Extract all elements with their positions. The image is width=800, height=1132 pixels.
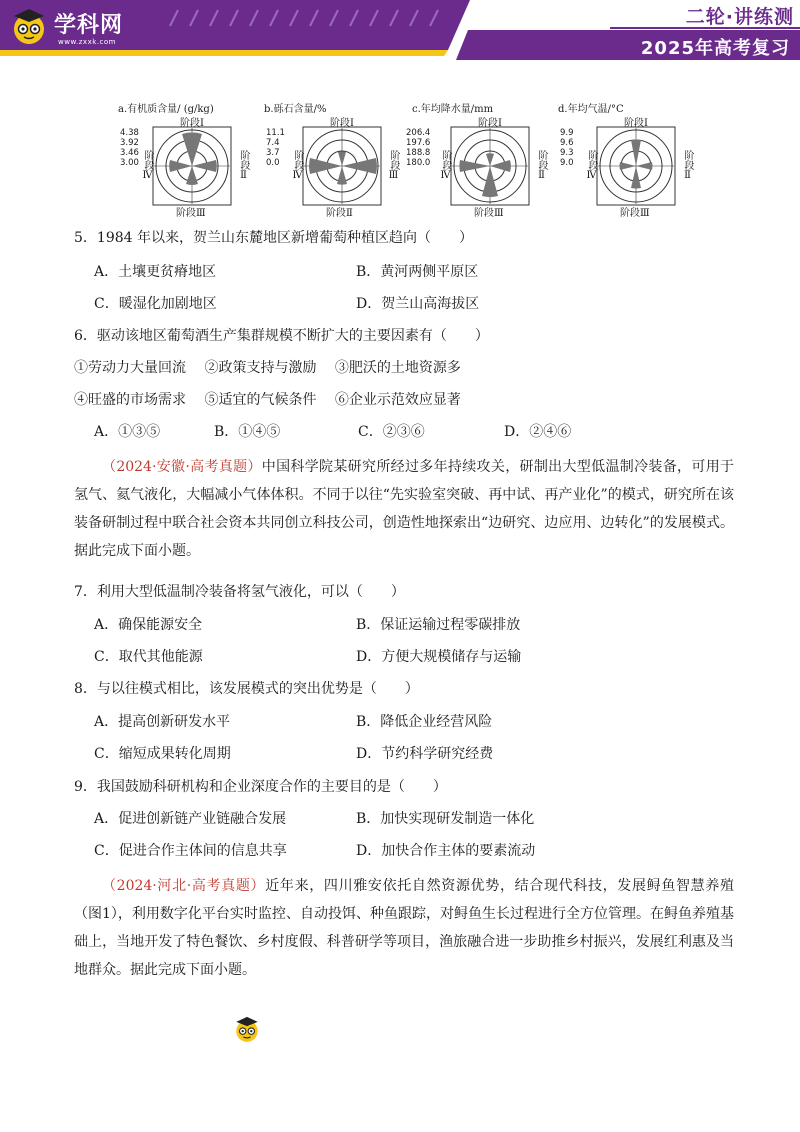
mascot-logo-icon	[8, 6, 50, 46]
q8-option-b: B．降低企业经营风险	[356, 714, 493, 730]
q6-option-b: B．①④⑤	[214, 424, 281, 440]
q7-option-b: B．保证运输过程零碳排放	[356, 617, 521, 633]
q5-option-d: D．贺兰山高海拔区	[356, 296, 480, 312]
q6-option-d: D．②④⑥	[504, 424, 572, 440]
passage-text: 中国科学院某研究所经过多年持续攻关，研制出大型低温制冷装备，可用于氢气、氦气液化，大幅减小气体体积。不同于以往“先实验室突破、再中试、再产业化”的模式，研究所在该装备研制过程中联合社会资本共同创立科技公司，创造性地探索出“边研究、边应用、边转化”的发展模式。据此完成下面小题。	[74, 459, 735, 559]
tick-labels: 11.1 7.4 3.7 0.0	[266, 128, 285, 168]
question-9-stem: 9．我国鼓励科研机构和企业深度合作的主要目的是（ ）	[74, 779, 447, 795]
figure-title: d.年均气温/°C	[558, 104, 624, 115]
tick-labels: 206.4 197.6 188.8 180.0	[406, 128, 431, 168]
q9-option-d: D．加快合作主体的要素流动	[356, 843, 536, 859]
series-title: 二轮·讲练测	[685, 6, 794, 28]
q7-option-d: D．方便大规模储存与运输	[356, 649, 522, 665]
source-tag: （2024·河北·高考真题）	[102, 878, 266, 894]
q9-option-a: A．促进创新链产业链融合发展	[94, 811, 287, 827]
tick-labels: 9.9 9.6 9.3 9.0	[560, 128, 574, 168]
q7-option-a: A．确保能源安全	[94, 617, 203, 633]
tick-labels: 4.38 3.92 3.46 3.00	[120, 128, 139, 168]
figure-panel-b: b.砾石含量/% 11.1 7.4 3.7 0.0 阶段Ⅰ 阶段Ⅲ 阶段Ⅱ 阶段Ⅳ	[256, 98, 396, 220]
passage-hebei	[74, 872, 734, 984]
figure-title: c.年均降水量/mm	[412, 104, 494, 115]
question-6-stem: 6．驱动该地区葡萄酒生产集群规模不断扩大的主要因素有（ ）	[74, 328, 489, 344]
q5-option-c: C．暖湿化加剧地区	[94, 296, 217, 312]
radial-diagram	[450, 126, 530, 206]
logo-text: 学科网	[54, 13, 124, 38]
q6-items-line-1: ①劳动力大量回流 ②政策支持与激励 ③肥沃的土地资源多	[74, 360, 461, 376]
q7-option-c: C．取代其他能源	[94, 649, 203, 665]
q6-option-c: C．②③⑥	[358, 424, 425, 440]
figure-title: b.砾石含量/%	[264, 104, 327, 115]
q5-option-b: B．黄河两侧平原区	[356, 264, 479, 280]
logo-url: www.zxxk.com	[58, 38, 116, 46]
q8-option-a: A．提高创新研发水平	[94, 714, 231, 730]
q9-option-b: B．加快实现研发制造一体化	[356, 811, 535, 827]
question-5-stem: 5．1984 年以来，贺兰山东麓地区新增葡萄种植区趋向（ ）	[74, 230, 473, 246]
header-stripes	[160, 6, 460, 28]
q8-option-c: C．缩短成果转化周期	[94, 746, 231, 762]
page-header	[0, 0, 800, 62]
figure-title: a.有机质含量/ (g/kg)	[118, 104, 214, 115]
passage-text: 近年来，四川雅安依托自然资源优势，结合现代科技，发展鲟鱼智慧养殖（图1），利用数字化平台实时监控、自动投饵、种鱼跟踪，对鲟鱼生长过程进行全方位管理。在鲟鱼养殖基础上，当地开发了特色餐饮、乡村度假、科普研学等项目，渔旅融合进一步助推乡村振兴，发展红利惠及当地群众。据此完成下面小题。	[74, 878, 735, 978]
radial-diagram	[152, 126, 232, 206]
q5-option-a: A．土壤更贫瘠地区	[94, 264, 217, 280]
q9-option-c: C．促进合作主体间的信息共享	[94, 843, 287, 859]
radial-diagram	[596, 126, 676, 206]
mascot-footer-icon	[232, 1014, 262, 1044]
figure-row	[110, 98, 693, 220]
q8-option-d: D．节约科学研究经费	[356, 746, 494, 762]
passage-anhui	[74, 453, 734, 565]
figure-panel-a: a.有机质含量/ (g/kg) 4.38 3.92 3.46 3.00 阶段Ⅰ 阶段Ⅱ 阶段Ⅲ 阶段Ⅳ	[110, 98, 250, 220]
figure-panel-d: d.年均气温/°C 9.9 9.6 9.3 9.0 阶段Ⅰ 阶段Ⅱ 阶段Ⅲ 阶段Ⅳ	[550, 98, 690, 220]
question-7-stem: 7．利用大型低温制冷装备将氢气液化，可以（ ）	[74, 584, 405, 600]
source-tag: （2024·安徽·高考真题）	[102, 459, 262, 475]
radial-diagram	[302, 126, 382, 206]
q6-items-line-2: ④旺盛的市场需求 ⑤适宜的气候条件 ⑥企业示范效应显著	[74, 392, 461, 408]
q6-option-a: A．①③⑤	[94, 424, 161, 440]
review-title: 2025年高考复习	[640, 38, 790, 59]
figure-panel-c: c.年均降水量/mm 206.4 197.6 188.8 180.0 阶段Ⅰ 阶段Ⅱ 阶段Ⅲ 阶段Ⅳ	[404, 98, 544, 220]
question-8-stem: 8．与以往模式相比，该发展模式的突出优势是（ ）	[74, 681, 419, 697]
